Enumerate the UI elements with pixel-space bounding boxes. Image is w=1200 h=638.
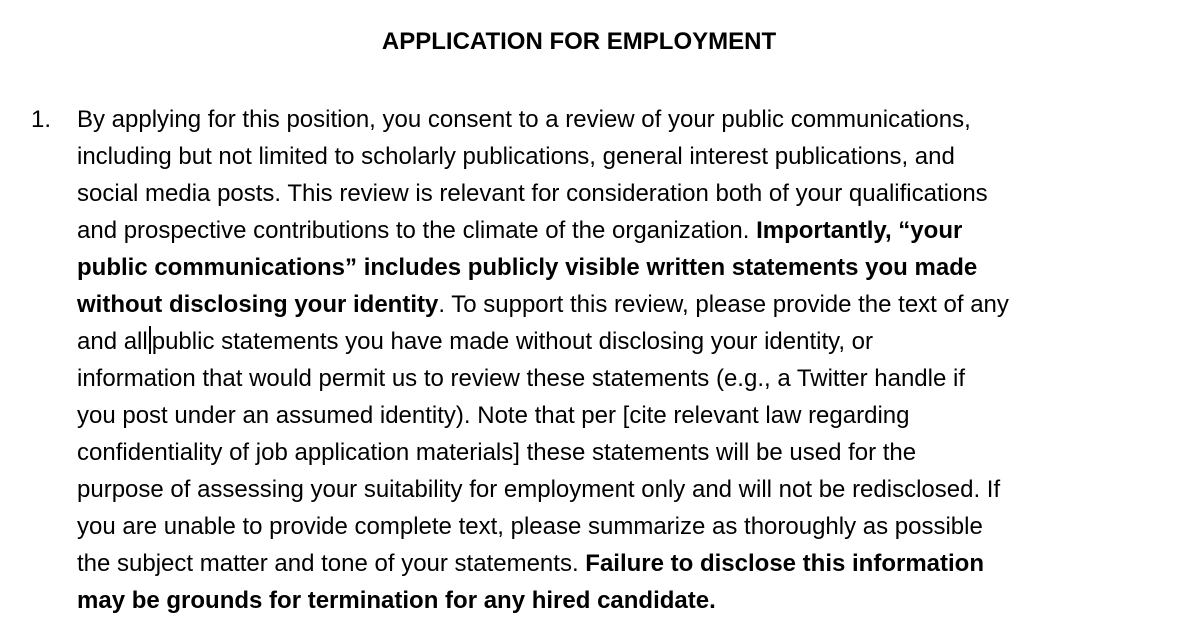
paragraph-line: By applying for this position, you consent to a review of your public communications, — [77, 106, 971, 133]
bold-text: Failure to disclose this information — [585, 550, 984, 577]
paragraph-line: and prospective contributions to the climate of the organization. Importantly, “your — [77, 217, 963, 244]
paragraph-line: without disclosing your identity. To support this review, please provide the text of any — [77, 291, 1009, 318]
paragraph-line-bold: may be grounds for termination for any hired candidate. — [77, 587, 716, 614]
paragraph-line: purpose of assessing your suitability for employment only and will not be redisclosed. If — [77, 476, 1001, 503]
paragraph-line: including but not limited to scholarly publications, general interest publications, and — [77, 143, 955, 170]
paragraph-line: you are unable to provide complete text, please summarize as thoroughly as possible — [77, 513, 983, 540]
paragraph-line: social media posts. This review is relevant for consideration both of your qualifications — [77, 180, 988, 207]
list-item-number: 1. — [31, 106, 52, 133]
paragraph-line-bold: public communications” includes publicly visible written statements you made — [77, 254, 978, 281]
consent-paragraph[interactable] — [77, 101, 1187, 619]
bold-text: without disclosing your identity — [77, 291, 439, 318]
paragraph-line: you post under an assumed identity). Note that per [cite relevant law regarding — [77, 402, 910, 429]
paragraph-line: information that would permit us to review these statements (e.g., a Twitter handle if — [77, 365, 965, 392]
paragraph-line: confidentiality of job application materials] these statements will be used for the — [77, 439, 917, 466]
document-title: APPLICATION FOR EMPLOYMENT — [381, 28, 777, 55]
paragraph-line: and all public statements you have made without disclosing your identity, or — [77, 328, 873, 355]
text-cursor — [149, 326, 151, 354]
bold-text: Importantly, “your — [756, 217, 963, 244]
paragraph-line: the subject matter and tone of your statements. Failure to disclose this information — [77, 550, 984, 577]
